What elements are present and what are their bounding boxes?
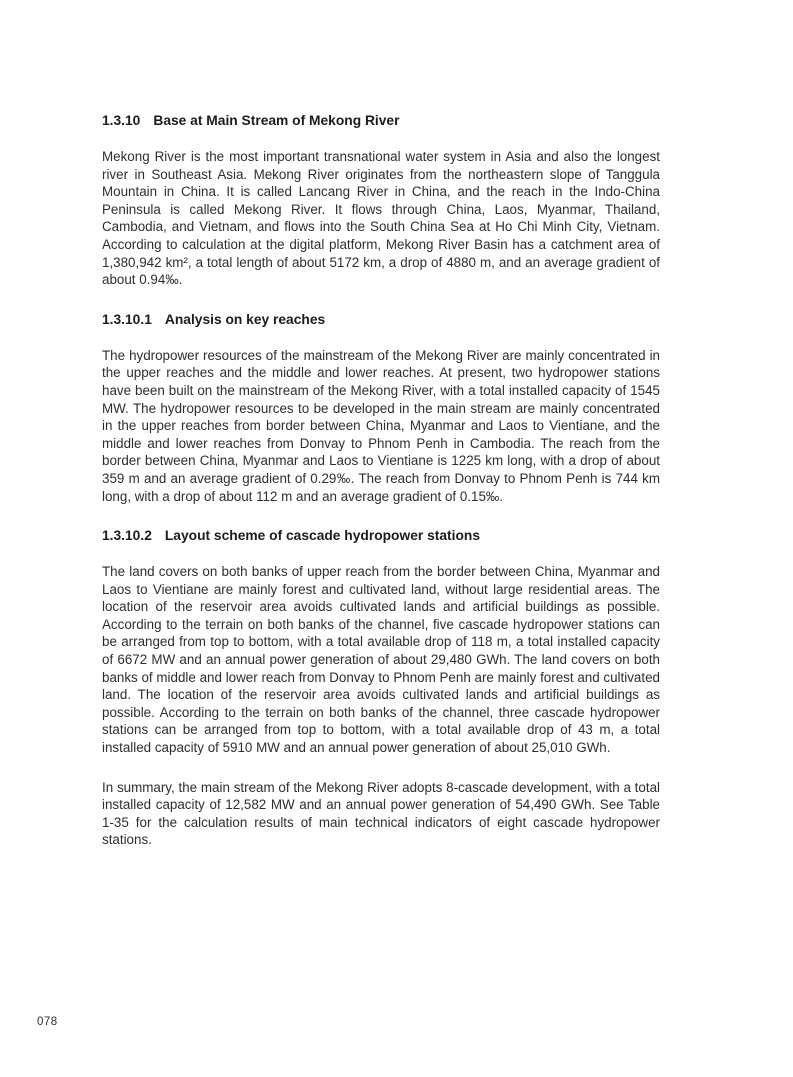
section-base-at-main-stream (102, 112, 660, 289)
heading-title: Analysis on key reaches (164, 311, 326, 327)
heading-title: Base at Main Stream of Mekong River (153, 113, 400, 128)
section-heading (102, 527, 660, 544)
page-number: 078 (37, 1016, 58, 1028)
body-paragraph: The land covers on both banks of upper reach from the border between China, Myanmar and Laos to Vientiane are mainly forest and cultivated land, without large residential areas. The location of the reservoir area avoids cultivated lands and artificial buildings as possible. According to the terrain on both banks of the channel, five cascade hydropower stations can be arranged from top to bottom, with a total available drop of 118 m, a total installed capacity of 6672 MW and an annual power generation of about 29,480 GWh. The land covers on both banks of middle and lower reach from Donvay to Phnom Penh are mainly forest and cultivated land. The location of the reservoir area avoids cultivated lands and artificial buildings as possible. According to the terrain on both banks of the channel, three cascade hydropower stations can be arranged from top to bottom, with a total available drop of 43 m, a total installed capacity of 5910 MW and an annual power generation of about 25,010 GWh. (102, 564, 660, 756)
page-content (102, 112, 660, 871)
section-analysis-on-key-reaches (102, 311, 660, 505)
body-paragraph: The hydropower resources of the mainstream of the Mekong River are mainly concentrated in the upper reaches and the middle and lower reaches. At present, two hydropower stations have been built on the mainstream of the Mekong River, with a total installed capacity of 1545 MW. The hydropower resources to be developed in the main stream are mainly concentrated in the upper reaches from border between China, Myanmar and Laos to Vientiane, and the middle and lower reaches from Donvay to Phnom Penh in Cambodia. The reach from the border between China, Myanmar and Laos to Vientiane is 1225 km long, with a drop of about 359 m and an average gradient of 0.29‰. The reach from Donvay to Phnom Penh is 744 km long, with a drop of about 112 m and an average gradient of 0.15‰. (102, 347, 660, 504)
heading-title: Layout scheme of cascade hydropower stations (164, 528, 480, 544)
section-layout-scheme (102, 527, 660, 849)
heading-number: 1.3.10.2 (102, 528, 152, 544)
body-paragraph: Mekong River is the most important transnational water system in Asia and also the longest river in Southeast Asia. Mekong River originates from the northeastern slope of Tanggula Mountain in China. It is called Lancang River in China, and the reach in the Indo-China Peninsula is called Mekong River. It flows through China, Laos, Myanmar, Thailand, Cambodia, and Vietnam, and flows into the South China Sea at Ho Chi Minh City, Vietnam. According to calculation at the digital platform, Mekong River Basin has a catchment area of 1,380,942 km², a total length of about 5172 km, a drop of 4880 m, and an average gradient of about 0.94‰. (102, 149, 660, 288)
heading-number: 1.3.10.1 (102, 311, 152, 327)
section-heading (102, 112, 660, 129)
heading-number: 1.3.10 (102, 113, 141, 128)
section-heading (102, 311, 660, 328)
body-paragraph: In summary, the main stream of the Mekong River adopts 8-cascade development, with a total installed capacity of 12,582 MW and an annual power generation of 54,490 GWh. See Table 1-35 for the calculation results of main technical indicators of eight cascade hydropower stations. (102, 779, 660, 848)
